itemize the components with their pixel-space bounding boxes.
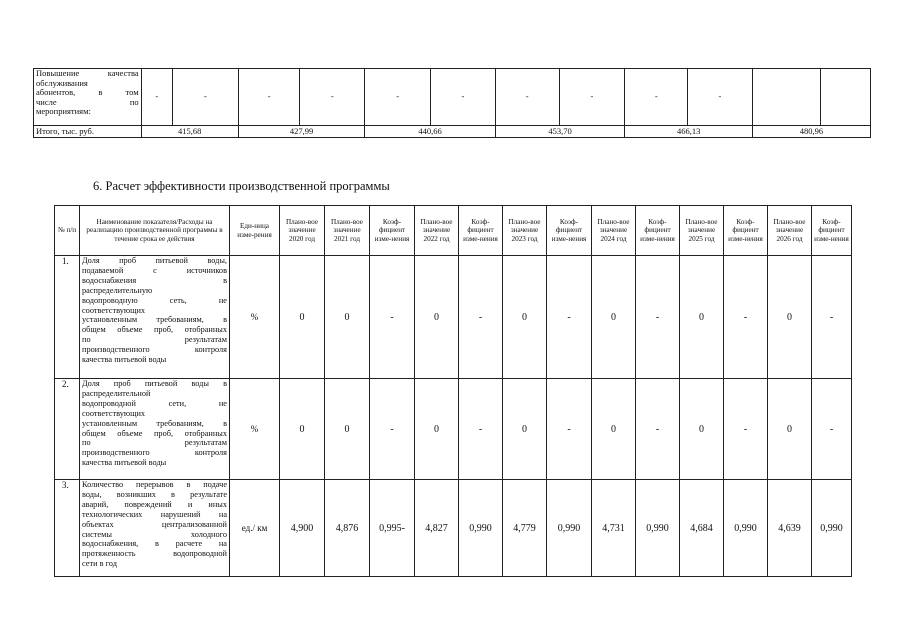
- value-cell: 4,900: [280, 480, 325, 577]
- desc-line: качества питьевой воды: [82, 355, 167, 365]
- header-cell: Коэф-фициент изме-нения: [370, 206, 415, 256]
- desc-line: качества питьевой воды: [82, 458, 167, 468]
- desc-line: соответствующих: [82, 305, 146, 315]
- value-cell: 0: [325, 256, 370, 379]
- header-cell: Наименование показателя/Расходы на реализацию производственной программы в течение срока ее действия: [80, 206, 230, 256]
- header-cell: Коэф-фициент изме-нения: [459, 206, 503, 256]
- value-cell: -: [459, 379, 503, 480]
- desc-line: сети в год: [82, 559, 117, 569]
- value-cell: -: [812, 379, 852, 480]
- header-row: [55, 206, 852, 256]
- value-cell: -: [370, 379, 415, 480]
- value-cell: -: [636, 379, 680, 480]
- value-cell: 0: [592, 256, 636, 379]
- service-cell: -: [141, 69, 172, 126]
- value-cell: -: [370, 256, 415, 379]
- service-row-label: [34, 69, 142, 126]
- value-cell: 0: [325, 379, 370, 480]
- label-line: мероприятиям:: [36, 106, 91, 117]
- value-cell: 0: [503, 256, 547, 379]
- desc-line: распределительной: [82, 388, 151, 398]
- value-cell: 4,731: [592, 480, 636, 577]
- desc-line: распределительную: [82, 285, 153, 295]
- desc-line: водоснабжения в: [82, 275, 227, 285]
- total-value: 453,70: [495, 126, 625, 138]
- value-cell: 4,827: [415, 480, 459, 577]
- row-unit: %: [230, 379, 280, 480]
- row-index: 2.: [55, 379, 80, 480]
- value-cell: 0: [503, 379, 547, 480]
- value-cell: -: [812, 256, 852, 379]
- table-row: [55, 480, 852, 577]
- desc-line: водоснабжения, в расчете на: [82, 539, 227, 549]
- desc-line: объектах централизованной: [82, 519, 227, 529]
- total-row-label: Итого, тыс. руб.: [34, 126, 142, 138]
- header-cell: Плано-вое значение 2025 год: [680, 206, 724, 256]
- service-row: [34, 69, 871, 126]
- value-cell: 4,684: [680, 480, 724, 577]
- value-cell: 0,990: [636, 480, 680, 577]
- row-description: [80, 256, 230, 379]
- service-cell: -: [495, 69, 559, 126]
- service-cell: -: [559, 69, 625, 126]
- total-value: 427,99: [238, 126, 364, 138]
- value-cell: 4,876: [325, 480, 370, 577]
- value-cell: -: [547, 256, 592, 379]
- value-cell: 4,639: [768, 480, 812, 577]
- value-cell: -: [724, 379, 768, 480]
- desc-line: соответствующих: [82, 408, 146, 418]
- section-heading: 6. Расчет эффективности производственной программы: [93, 179, 390, 193]
- service-cell: -: [172, 69, 238, 126]
- table-row: [55, 256, 852, 379]
- value-cell: 0: [768, 379, 812, 480]
- value-cell: 0: [768, 256, 812, 379]
- desc-line: водопроводную сеть, не: [82, 295, 227, 305]
- header-cell: Плано-вое значение 2020 год: [280, 206, 325, 256]
- row-unit: %: [230, 256, 280, 379]
- header-cell: Коэф-фициент изме-нения: [547, 206, 592, 256]
- top-table: [33, 68, 871, 138]
- value-cell: 0: [280, 256, 325, 379]
- row-index: 1.: [55, 256, 80, 379]
- value-cell: -: [724, 256, 768, 379]
- desc-line: подаваемой с источников: [82, 265, 227, 275]
- value-cell: 0: [415, 379, 459, 480]
- row-description: [80, 379, 230, 480]
- desc-line: технологических нарушений на: [82, 509, 227, 519]
- total-row: [34, 126, 871, 138]
- value-cell: 0,990: [547, 480, 592, 577]
- table-row: [55, 379, 852, 480]
- desc-line: установленным требованиям, в: [82, 418, 227, 428]
- desc-line: общем объеме проб, отобранных: [82, 428, 227, 438]
- value-cell: 0: [592, 379, 636, 480]
- label-line: абонентов, в том: [36, 87, 139, 98]
- value-cell: 0: [680, 379, 724, 480]
- desc-line: Доля проб питьевой воды в: [82, 379, 227, 388]
- desc-line: установленным требованиям, в: [82, 315, 227, 325]
- desc-line: по результатам: [82, 335, 227, 345]
- service-cell: -: [238, 69, 300, 126]
- value-cell: 0,990: [812, 480, 852, 577]
- header-cell: Плано-вое значение 2024 год: [592, 206, 636, 256]
- label-line: числе по: [36, 96, 139, 107]
- service-cell: -: [625, 69, 688, 126]
- desc-line: производственного контроля: [82, 448, 227, 458]
- desc-line: общем объеме проб, отобранных: [82, 325, 227, 335]
- row-unit: ед./ км: [230, 480, 280, 577]
- service-cell: [752, 69, 820, 126]
- value-cell: -: [636, 256, 680, 379]
- header-cell: Еди-ница изме-рения: [230, 206, 280, 256]
- desc-line: водопроводной сети, не: [82, 398, 227, 408]
- total-value: 480,96: [752, 126, 870, 138]
- header-cell: Плано-вое значение 2023 год: [503, 206, 547, 256]
- row-index: 3.: [55, 480, 80, 577]
- total-value: 466,13: [625, 126, 752, 138]
- desc-line: Количество перерывов в подаче: [82, 480, 227, 489]
- value-cell: 0,990: [459, 480, 503, 577]
- value-cell: 0: [415, 256, 459, 379]
- desc-line: воды, возникших в результате: [82, 489, 227, 499]
- value-cell: -: [547, 379, 592, 480]
- label-line: Повышение качества: [36, 68, 139, 78]
- desc-line: по результатам: [82, 438, 227, 448]
- value-cell: 4,779: [503, 480, 547, 577]
- desc-line: производственного контроля: [82, 345, 227, 355]
- header-cell: Плано-вое значение 2021 год: [325, 206, 370, 256]
- total-value: 440,66: [365, 126, 496, 138]
- desc-line: Доля проб питьевой воды,: [82, 256, 227, 265]
- header-cell: Коэф-фициент изме-нения: [812, 206, 852, 256]
- desc-line: аварий, повреждений и иных: [82, 499, 227, 509]
- value-cell: -: [459, 256, 503, 379]
- total-value: 415,68: [141, 126, 238, 138]
- value-cell: 0: [680, 256, 724, 379]
- desc-line: протяженность водопроводной: [82, 549, 227, 559]
- header-cell: Плано-вое значение 2026 год: [768, 206, 812, 256]
- header-cell: Коэф-фициент изме-нения: [636, 206, 680, 256]
- value-cell: 0,995-: [370, 480, 415, 577]
- service-cell: [820, 69, 870, 126]
- efficiency-table: [54, 205, 852, 577]
- value-cell: 0: [280, 379, 325, 480]
- service-cell: -: [365, 69, 431, 126]
- row-description: [80, 480, 230, 577]
- service-cell: -: [688, 69, 753, 126]
- value-cell: 0,990: [724, 480, 768, 577]
- header-cell: Коэф-фициент изме-нения: [724, 206, 768, 256]
- header-cell: Плано-вое значение 2022 год: [415, 206, 459, 256]
- header-cell: № п/п: [55, 206, 80, 256]
- service-cell: -: [431, 69, 496, 126]
- service-cell: -: [300, 69, 365, 126]
- label-line: обслуживания: [36, 77, 88, 88]
- desc-line: системы холодного: [82, 529, 227, 539]
